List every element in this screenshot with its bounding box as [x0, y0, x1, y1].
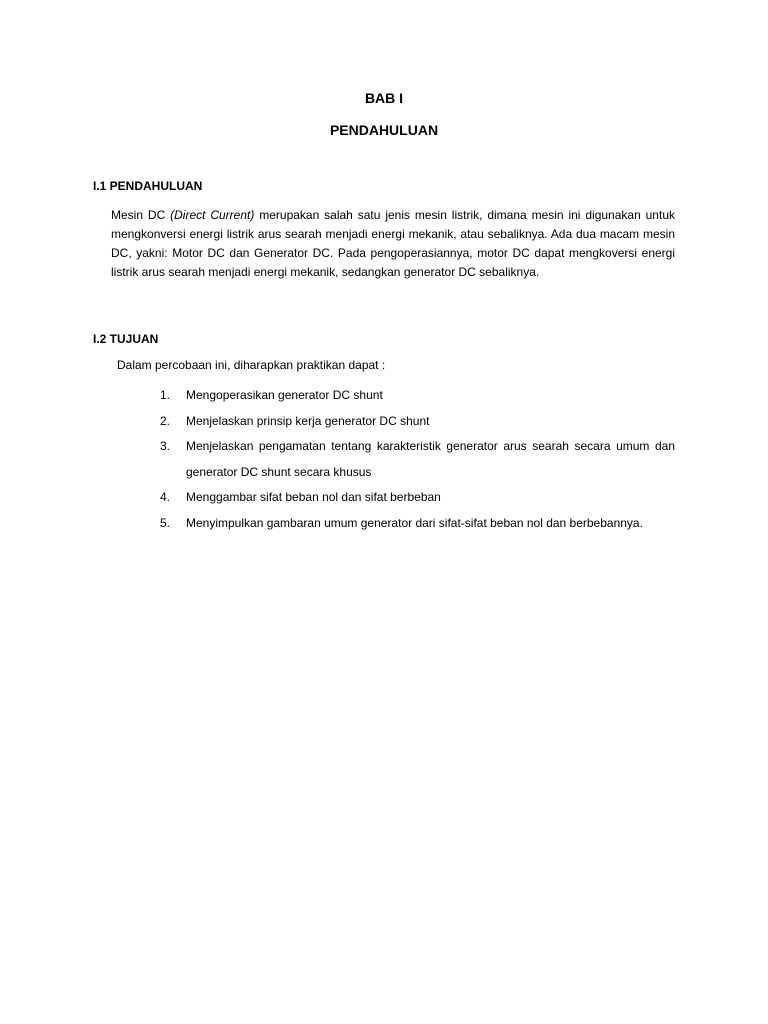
list-item-text: Mengoperasikan generator DC shunt [186, 388, 383, 402]
paragraph-italic-term: (Direct Current) [170, 208, 255, 222]
list-item-text: Menyimpulkan gambaran umum generator dari sifat-sifat beban nol dan berbebannya. [186, 515, 643, 530]
objectives-intro: Dalam percobaan ini, diharapkan praktikan dapat : [117, 358, 386, 372]
list-item-number: 3. [160, 439, 171, 453]
list-item [160, 434, 675, 485]
objectives-list [160, 383, 675, 536]
chapter-number: BAB I [364, 90, 404, 106]
section-heading-tujuan: I.2 TUJUAN [93, 332, 159, 346]
chapter-title: PENDAHULUAN [329, 122, 439, 138]
section-heading-pendahuluan: I.1 PENDAHULUAN [93, 179, 203, 193]
paragraph-text-start: Mesin DC [111, 208, 171, 222]
list-item-number: 1. [160, 388, 171, 402]
list-item [160, 511, 675, 537]
list-item-text: Menjelaskan prinsip kerja generator DC shunt [186, 413, 430, 428]
list-item [160, 409, 675, 435]
list-item-number: 4. [160, 490, 171, 504]
list-item-text: Menjelaskan pengamatan tentang karakteristik generator arus searah secara umum dan generator DC shunt secara khusus [186, 439, 675, 479]
list-item-number: 2. [160, 413, 171, 428]
section-paragraph-pendahuluan [111, 206, 675, 282]
list-item-text: Menggambar sifat beban nol dan sifat berbeban [186, 490, 441, 504]
list-item-number: 5. [160, 515, 171, 530]
list-item [160, 485, 675, 511]
paragraph-text-rest: merupakan salah satu jenis mesin listrik, dimana mesin ini digunakan untuk mengkonversi energi listrik arus searah menjadi energi mekanik, atau sebaliknya. Ada dua macam mesin DC, yakni: Motor DC dan Generator DC. Pada pengoperasiannya, motor DC dapat mengkoversi energi listrik arus searah menjadi energi mekanik, sedangkan generator DC sebaliknya. [111, 208, 675, 279]
list-item [160, 383, 675, 409]
